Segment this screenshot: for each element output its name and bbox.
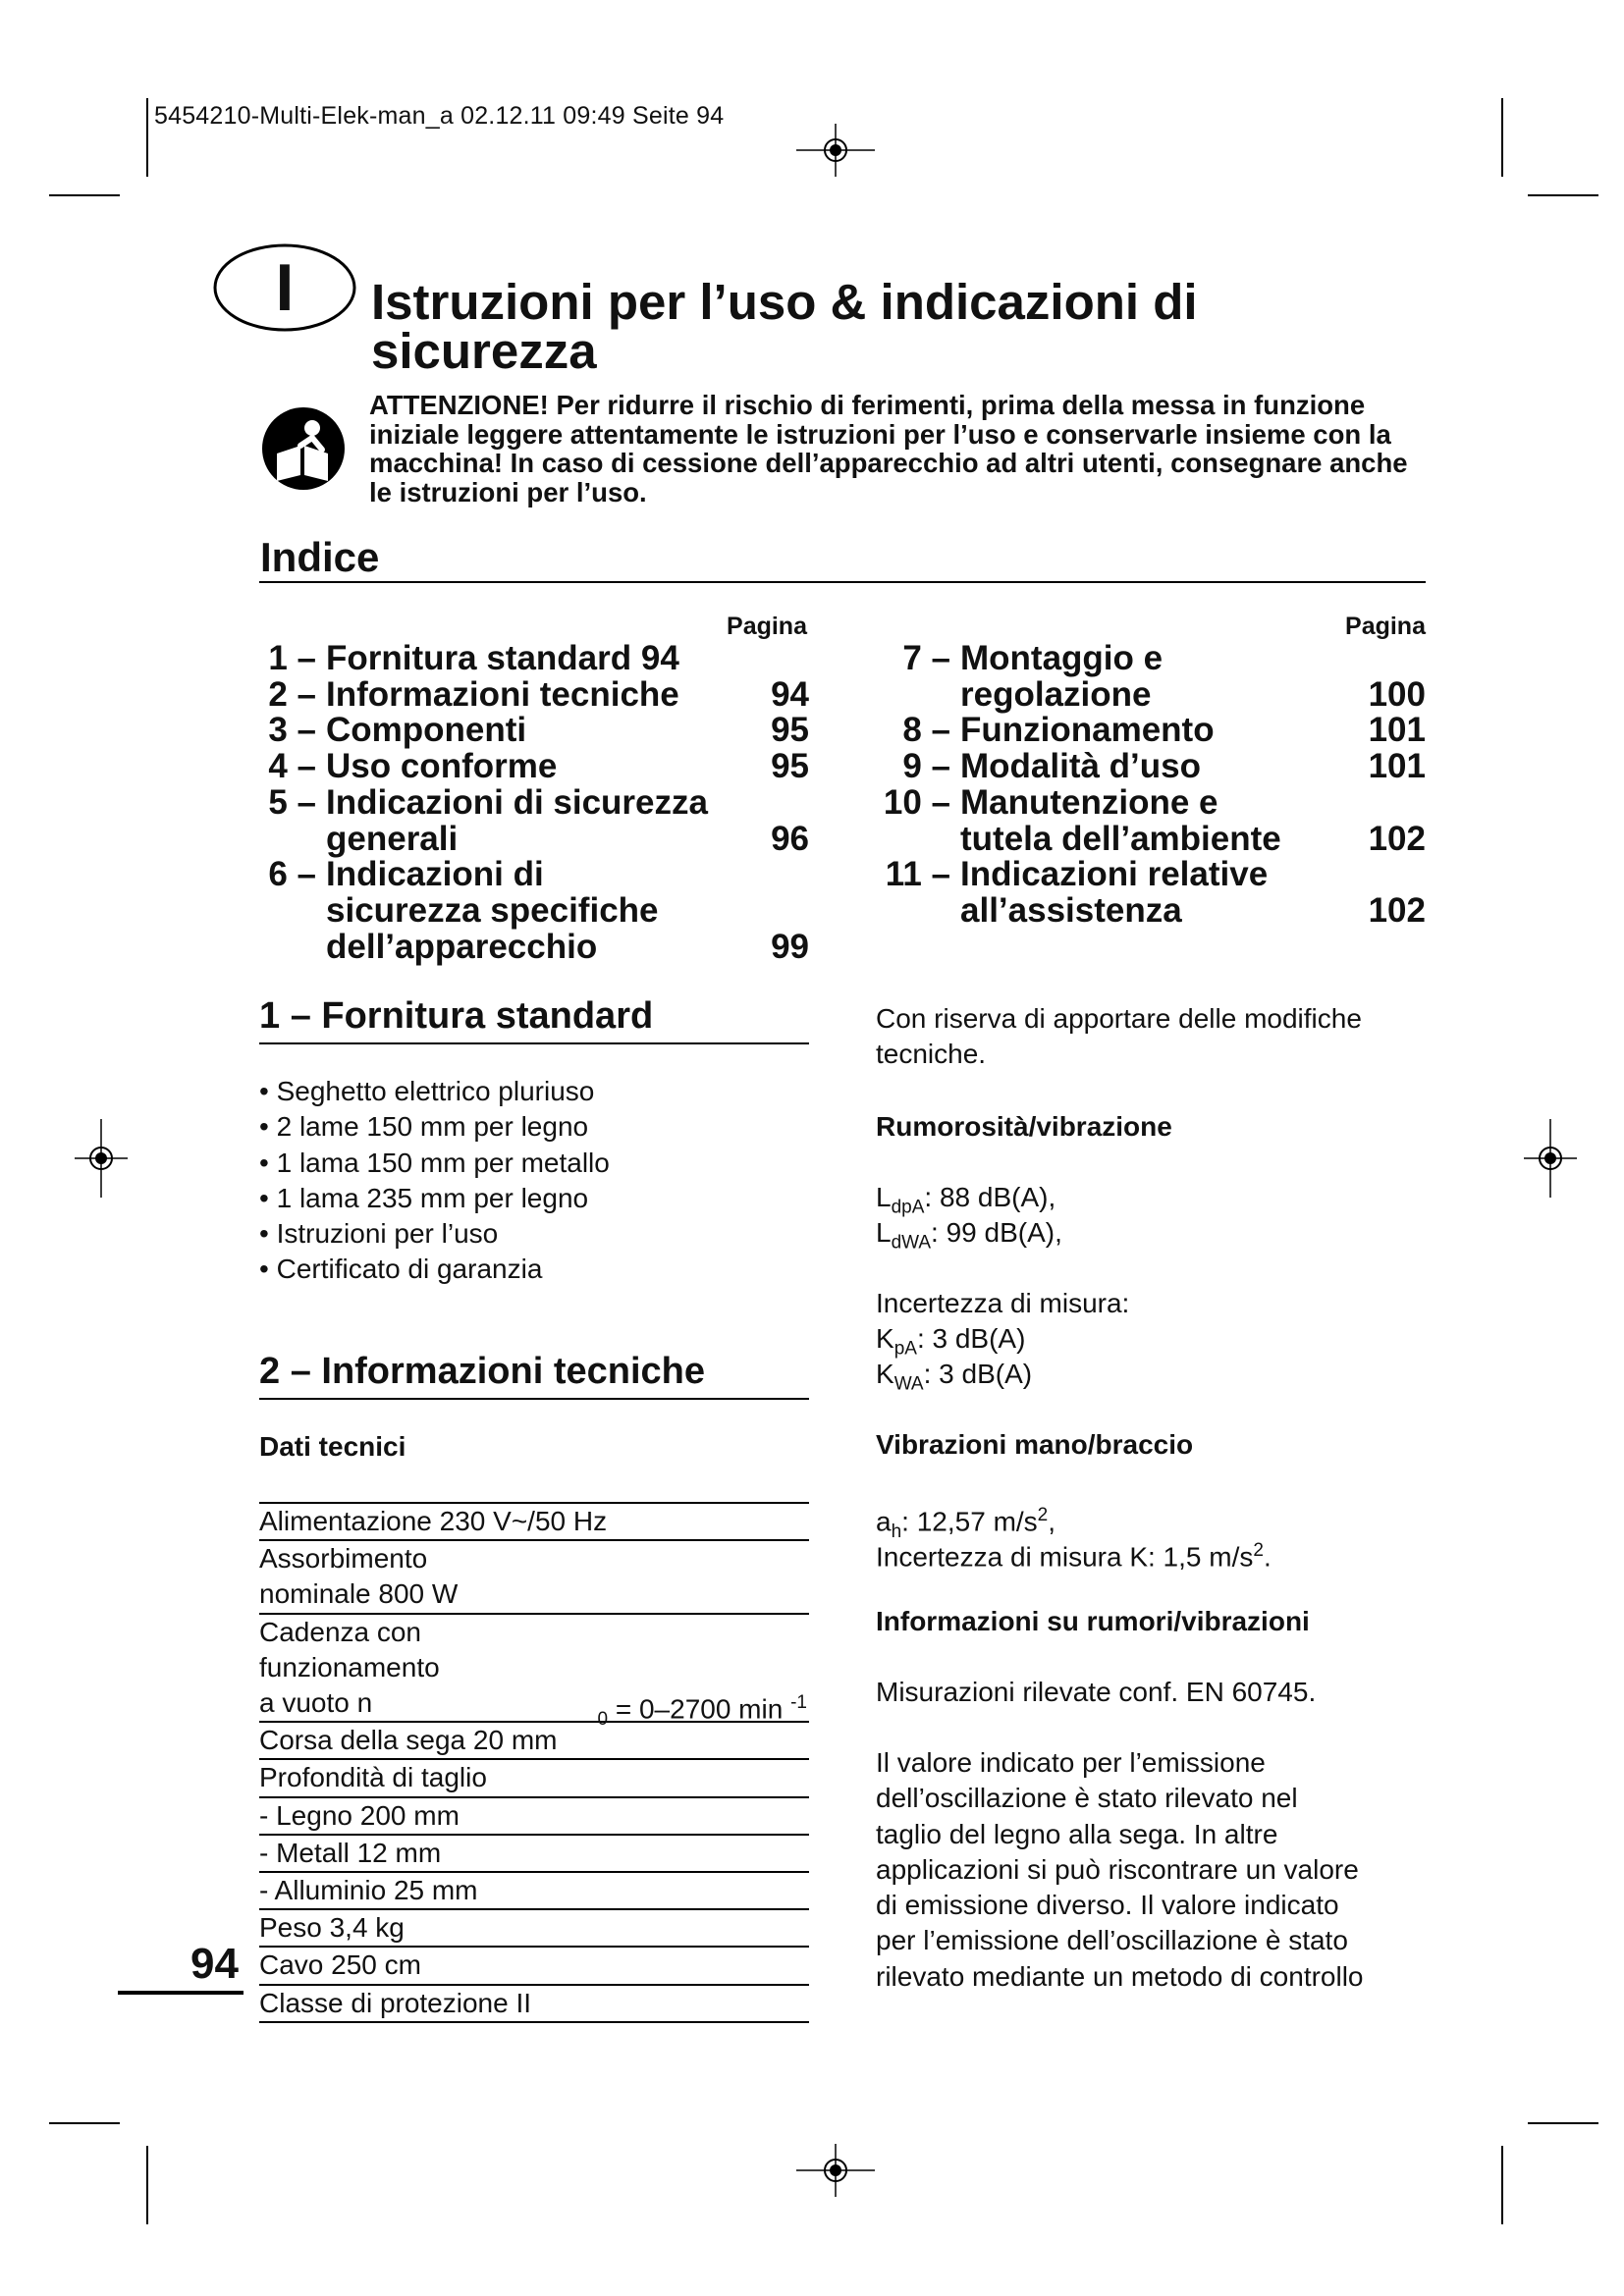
incertezza-k-value: Incertezza di misura K: 1,5 $m/s^2$. (876, 1540, 1272, 1573)
toc-entry-number: 4 – (268, 747, 316, 786)
table-cell (259, 1835, 809, 1872)
toc-entry-line[interactable] (259, 819, 809, 858)
divider (259, 581, 1426, 583)
read-manual-icon (261, 406, 346, 491)
table-row (259, 1614, 809, 1723)
language-badge (212, 241, 357, 334)
table-cell (259, 1540, 809, 1613)
toc-entry-line[interactable] (870, 857, 1426, 893)
table-cell (259, 1947, 809, 1984)
list-item: • 1 lama 235 mm per legno (259, 1181, 809, 1216)
registration-mark-icon (1524, 1119, 1577, 1198)
paragraph-line: per l’emissione dell’oscillazione è stato (876, 1925, 1348, 1956)
toc-entry-number: 3 – (268, 711, 316, 750)
divider (259, 1042, 809, 1044)
page-number: 94 (190, 1940, 239, 1988)
registration-mark-icon (75, 1119, 128, 1198)
table-row (259, 1909, 809, 1947)
toc-pagina-label-left: Pagina (727, 613, 807, 640)
toc-entry-title: generali (326, 819, 459, 858)
toc-heading: Indice (260, 534, 380, 580)
toc-entry-number: 2 – (268, 674, 316, 714)
toc-entry-title: Uso conforme (326, 747, 558, 786)
table-cell (259, 1909, 809, 1947)
toc-entry-number: 9 – (902, 747, 950, 786)
toc-entry-page: 95 (771, 747, 809, 786)
toc-entry-line[interactable] (259, 927, 809, 966)
crop-mark (1501, 2146, 1503, 2224)
toc-entry-title: Manutenzione e (960, 782, 1218, 822)
toc-entry-page: 101 (1368, 711, 1426, 750)
warning-text: ATTENZIONE! Per ridurre il rischio di ferimenti, prima della messa in funzione iniziale leggere attentamente le istruzioni per l’uso e conservarle insieme con la macchina! In caso di cessione dell’apparecchio ad altri utenti, consegnare anche le istruzioni per l’uso. (369, 390, 1408, 507)
toc-entry-title: Modalità d’uso (960, 747, 1201, 786)
toc-entry-line[interactable] (870, 782, 1426, 822)
toc-entry-line[interactable] (259, 674, 809, 714)
toc-entry-page: 102 (1368, 819, 1426, 858)
table-row (259, 1835, 809, 1872)
divider (259, 1398, 809, 1400)
list-item: • Seghetto elettrico pluriuso (259, 1074, 809, 1109)
subscript: 0 (597, 1708, 609, 1730)
dati-tecnici-heading: Dati tecnici (259, 1431, 406, 1462)
toc-entry-line[interactable] (870, 890, 1426, 930)
toc-entry-line[interactable] (870, 641, 1426, 677)
toc-entry-page: 100 (1368, 674, 1426, 714)
registration-mark-icon (796, 124, 875, 177)
toc-entry-page: 102 (1368, 890, 1426, 930)
table-cell (259, 1614, 809, 1730)
cell-line: Cadenza con (259, 1616, 422, 1647)
section-heading-tecniche: 2 – Informazioni tecniche (259, 1351, 705, 1392)
vibrazioni-heading: Vibrazioni mano/braccio (876, 1429, 1194, 1460)
toc-entry-number: 10 – (883, 782, 950, 822)
cell-line: Alimentazione 230 V~/50 Hz (259, 1506, 608, 1536)
toc-entry-page: 94 (771, 674, 809, 714)
toc-entry-title: Informazioni tecniche (326, 674, 679, 714)
kwa-value: $K_{WA}$: 3 dB(A) (876, 1359, 1033, 1395)
toc-entry-line[interactable] (870, 713, 1426, 749)
toc-entry-line[interactable] (259, 890, 809, 930)
spec-table (259, 1502, 809, 2023)
rumorosita-heading: Rumorosità/vibrazione (876, 1111, 1172, 1142)
toc-entry-title: Fornitura standard 94 (326, 639, 679, 677)
cell-line: nominale 800 W (259, 1578, 459, 1610)
list-item: • 2 lame 150 mm per legno (259, 1109, 809, 1145)
paragraph-line: rilevato mediante un metodo di controllo (876, 1960, 1364, 1992)
toc-entry-title: Indicazioni di (326, 855, 544, 894)
toc-entry-page: 96 (771, 819, 809, 858)
paragraph-line: Il valore indicato per l’emissione (876, 1747, 1266, 1778)
ldpa-value: $L_{dpA}$: 88 dB(A), (876, 1182, 1056, 1218)
cell-line: Cavo 250 cm (259, 1949, 421, 1981)
table-cell (259, 1985, 809, 2022)
cell-line: - Legno 200 mm (259, 1799, 460, 1831)
toc-entry-number: 6 – (268, 855, 316, 894)
paragraph-line: taglio del legno alla sega. In altre (876, 1818, 1278, 1849)
toc-entry-line[interactable] (870, 749, 1426, 785)
toc-entry-title: all’assistenza (960, 890, 1182, 930)
crop-mark (1528, 2122, 1598, 2124)
crop-mark (146, 2146, 148, 2224)
list-item: • Certificato di garanzia (259, 1252, 809, 1287)
toc-entry-page: 101 (1368, 747, 1426, 786)
table-row (259, 1797, 809, 1835)
cell-line: Peso 3,4 kg (259, 1912, 405, 1944)
spec-value-text: = 0–2700 min (608, 1693, 791, 1725)
table-cell (259, 1503, 809, 1540)
page-number-rule (118, 1991, 244, 1995)
list-item: • 1 lama 150 mm per metallo (259, 1146, 809, 1181)
toc-entry-title: Funzionamento (960, 711, 1215, 750)
table-cell (259, 1759, 809, 1796)
toc-entry-line[interactable] (870, 819, 1426, 858)
toc-entry-title: Indicazioni di sicurezza (326, 782, 708, 822)
table-row (259, 1985, 809, 2022)
toc-entry-number: 11 – (885, 855, 950, 894)
toc-entry-page: 99 (771, 927, 809, 966)
ah-value: $a_h$: 12,57 $m/s^2$, (876, 1505, 1056, 1542)
crop-mark (1501, 98, 1503, 177)
crop-mark (49, 2122, 120, 2124)
list-item: • Istruzioni per l’uso (259, 1216, 809, 1252)
registration-mark-icon (796, 2144, 875, 2197)
page-title: Istruzioni per l’uso & indicazioni di sicurezza (371, 274, 1198, 379)
toc-entry-number: 5 – (268, 782, 316, 822)
paragraph-line: applicazioni si può riscontrare un valore (876, 1853, 1359, 1885)
toc-entry-line[interactable] (870, 674, 1426, 714)
paragraph-line: dell’oscillazione è stato rilevato nel (876, 1783, 1298, 1814)
cell-line: Corsa della sega 20 mm (259, 1725, 558, 1756)
incertezza-label: Incertezza di misura: (876, 1288, 1130, 1318)
cell-line: Classe di protezione II (259, 1987, 532, 2018)
toc-entry-title: dell’apparecchio (326, 927, 598, 966)
misurazioni-text: Misurazioni rilevate conf. EN 60745. (876, 1677, 1317, 1707)
cell-line (259, 1685, 809, 1730)
toc-entry-title: sicurezza specifiche (326, 890, 659, 930)
ldwa-value: $L_{dWA}$: 99 dB(A), (876, 1217, 1062, 1254)
toc-right-column (870, 641, 1426, 930)
table-row (259, 1540, 809, 1613)
kpa-value: $K_{pA}$: 3 dB(A) (876, 1323, 1026, 1360)
toc-entry-number: 1 – (268, 639, 316, 677)
emission-paragraph (876, 1745, 1445, 1995)
table-row (259, 1503, 809, 1540)
toc-entry-number: 8 – (902, 711, 950, 750)
informazioni-heading: Informazioni su rumori/vibrazioni (876, 1606, 1310, 1636)
crop-mark (49, 194, 120, 196)
riserva-text: Con riserva di apportare delle modifiche tecniche. (876, 1003, 1362, 1070)
spec-value (597, 1685, 807, 1737)
toc-entry-title: Indicazioni relative (960, 855, 1269, 894)
toc-entry-title: Componenti (326, 711, 527, 750)
language-letter: I (275, 250, 295, 325)
toc-entry-title: Montaggio e (960, 639, 1164, 677)
superscript: -1 (790, 1692, 807, 1714)
table-row (259, 1872, 809, 1909)
toc-entry-title: tutela dell’ambiente (960, 819, 1281, 858)
cell-line: Profondità di taglio (259, 1762, 487, 1793)
toc-entry-line[interactable] (259, 782, 809, 822)
toc-entry-line[interactable] (259, 857, 809, 893)
paragraph-line: di emissione diverso. Il valore indicato (876, 1890, 1339, 1921)
section-heading-fornitura: 1 – Fornitura standard (259, 995, 654, 1037)
crop-mark (1528, 194, 1598, 196)
cell-line: - Metall 12 mm (259, 1837, 442, 1868)
spec-label: a vuoto n (259, 1687, 373, 1719)
fornitura-list (259, 1074, 809, 1288)
table-row (259, 1759, 809, 1796)
cell-line: - Alluminio 25 mm (259, 1875, 478, 1906)
print-slug: 5454210-Multi-Elek-man_a 02.12.11 09:49 Seite 94 (154, 102, 725, 130)
table-cell (259, 1797, 809, 1835)
toc-entry-line[interactable] (259, 713, 809, 749)
crop-mark (146, 98, 148, 177)
toc-entry-line[interactable] (259, 749, 809, 785)
table-cell (259, 1872, 809, 1909)
toc-entry-line[interactable] (259, 641, 809, 677)
toc-entry-title: regolazione (960, 674, 1152, 714)
toc-pagina-label-right: Pagina (1345, 613, 1426, 640)
cell-line: Assorbimento (259, 1543, 428, 1575)
toc-left-column (259, 641, 809, 965)
toc-entry-number: 7 – (902, 639, 950, 677)
cell-line: funzionamento (259, 1651, 440, 1682)
table-row (259, 1947, 809, 1984)
toc-entry-page: 95 (771, 711, 809, 750)
